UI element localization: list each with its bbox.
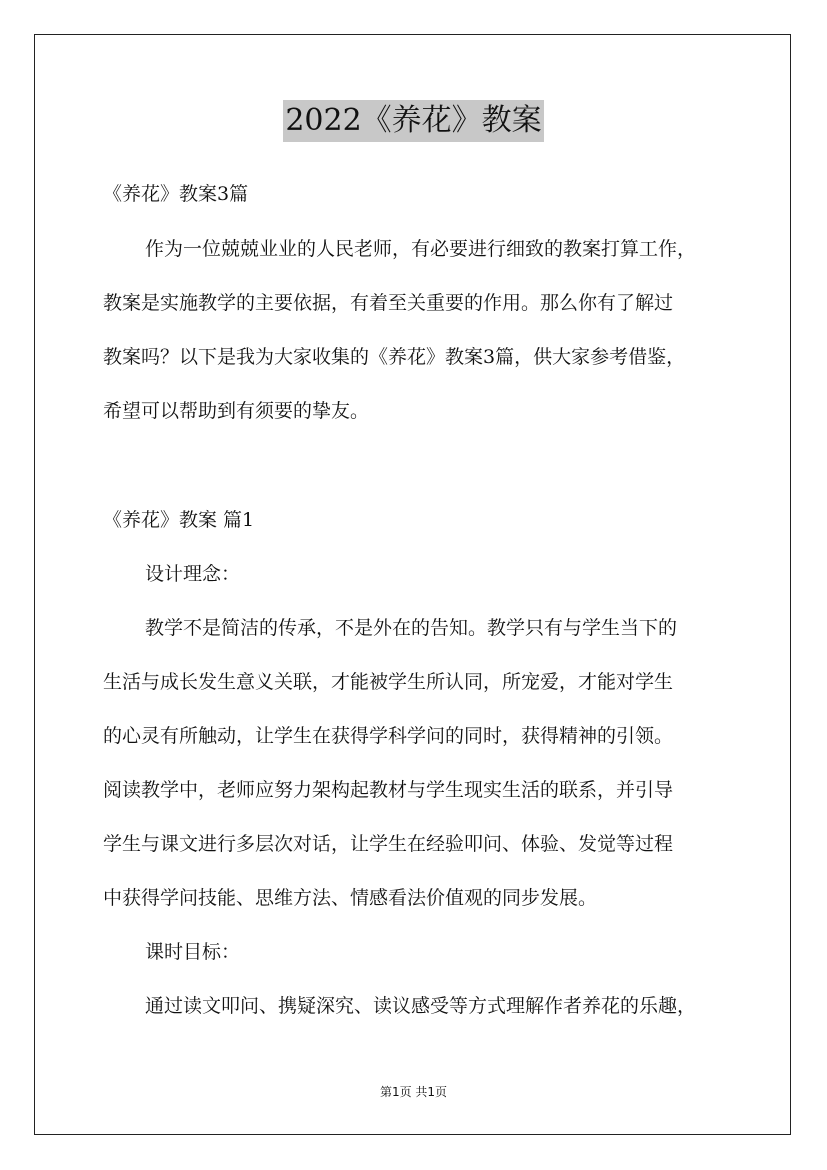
page-footer: 第1页 共1页 <box>379 1085 448 1099</box>
title-container <box>0 100 827 142</box>
objectives-label: 课时目标： <box>145 941 241 963</box>
section-heading: 《养花》教案 篇1 <box>103 509 255 531</box>
design-label: 设计理念： <box>145 563 241 585</box>
objectives-line-1: 通过读文叩问、携疑深究、读议感受等方式理解作者养花的乐趣， <box>145 995 697 1017</box>
intro-line-2: 教案是实施教学的主要依据，有着至关重要的作用。那么你有了解过 <box>103 292 674 314</box>
design-line-1: 教学不是简洁的传承，不是外在的告知。教学只有与学生当下的 <box>145 617 678 639</box>
design-line-4: 阅读教学中，老师应努力架构起教材与学生现实生活的联系，并引导 <box>103 779 674 801</box>
design-line-3: 的心灵有所触动，让学生在获得学科学问的同时，获得精神的引领。 <box>103 725 674 747</box>
design-line-5: 学生与课文进行多层次对话，让学生在经验叩问、体验、发觉等过程 <box>103 833 674 855</box>
design-line-6: 中获得学问技能、思维方法、情感看法价值观的同步发展。 <box>103 887 598 909</box>
intro-line-3: 教案吗？以下是我为大家收集的《养花》教案3篇，供大家参考借鉴， <box>103 346 686 368</box>
document-subtitle: 《养花》教案3篇 <box>103 183 249 205</box>
intro-line-4: 希望可以帮助到有须要的挚友。 <box>103 400 370 422</box>
document-title: 2022《养花》教案 <box>283 100 543 142</box>
design-line-2: 生活与成长发生意义关联，才能被学生所认同，所宠爱，才能对学生 <box>103 671 674 693</box>
intro-line-1: 作为一位兢兢业业的人民老师，有必要进行细致的教案打算工作， <box>145 238 697 260</box>
